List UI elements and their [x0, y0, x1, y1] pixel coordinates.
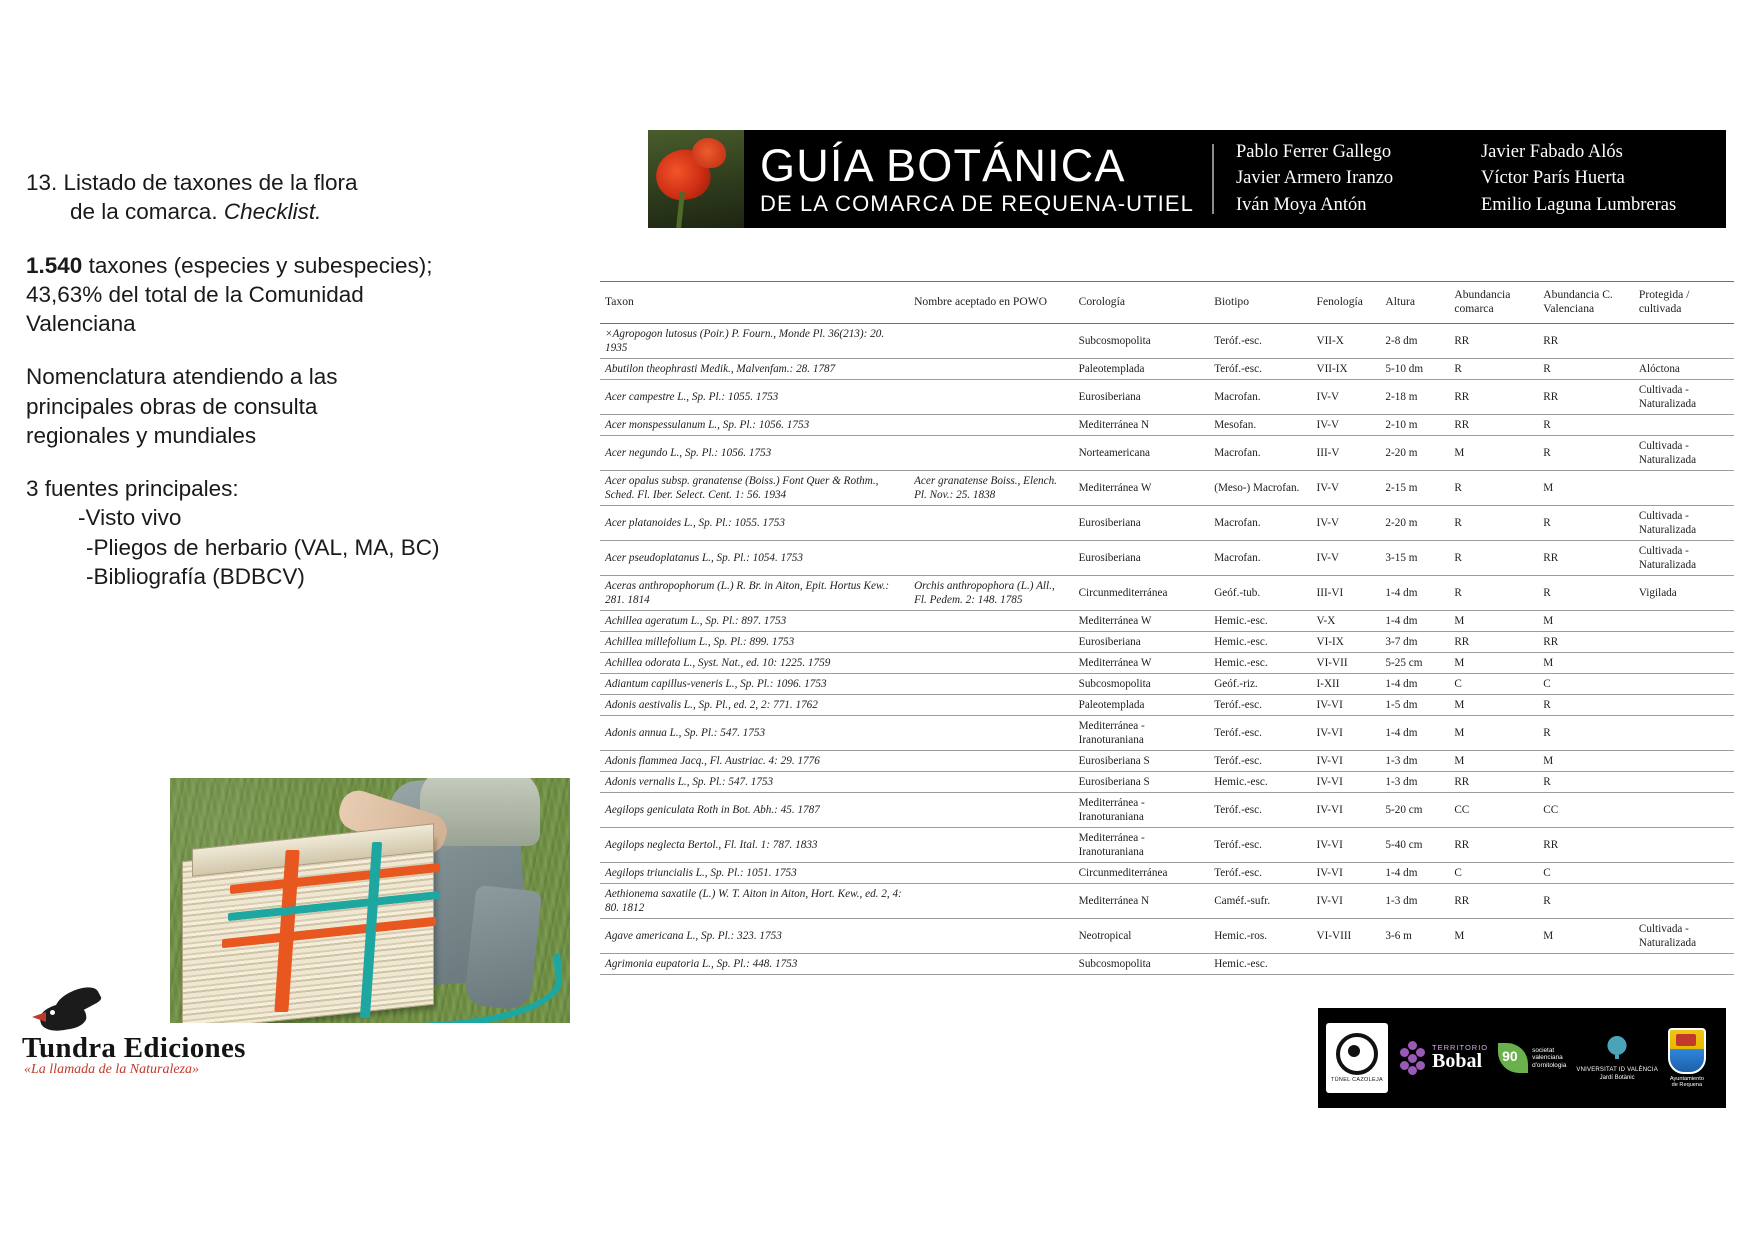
cell-fenologia: III-VI — [1312, 575, 1381, 610]
cell-protegida — [1634, 771, 1734, 792]
cell-abundancia-comarca — [1449, 953, 1538, 974]
taxon-region-line: Valenciana — [26, 311, 136, 336]
table-row — [600, 918, 1734, 953]
sco-line-2: valenciana — [1532, 1054, 1563, 1062]
column-header-abundancia-cv: Abundancia C. Valenciana — [1538, 282, 1634, 324]
table-row — [600, 470, 1734, 505]
nomenclature-line-2: principales obras de consulta — [26, 393, 318, 419]
tunnel-icon — [1336, 1033, 1378, 1075]
cell-taxon: Adonis annua L., Sp. Pl.: 547. 1753 — [600, 715, 909, 750]
cell-biotipo: Geóf.-riz. — [1209, 673, 1311, 694]
cell-powo — [909, 918, 1074, 953]
cell-taxon: Acer monspessulanum L., Sp. Pl.: 1056. 1753 — [600, 414, 909, 435]
cell-corologia: Mediterránea -Iranoturaniana — [1074, 792, 1210, 827]
requena-line-1: Ayuntamiento — [1669, 1075, 1704, 1082]
cell-taxon: Acer opalus subsp. granatense (Boiss.) Font Quer & Rothm., Sched. Fl. Iber. Select. Cent. 1: 56. 1934 — [600, 470, 909, 505]
cell-altura: 5-25 cm — [1380, 652, 1449, 673]
column-header-protegida: Protegida / cultivada — [1634, 282, 1734, 324]
cell-fenologia: VI-VII — [1312, 652, 1381, 673]
table-row — [600, 414, 1734, 435]
cell-altura: 1-4 dm — [1380, 673, 1449, 694]
cell-fenologia — [1312, 953, 1381, 974]
uv-line-1: VNIVERSITAT ID VALÈNCIA — [1576, 1067, 1658, 1073]
cell-protegida — [1634, 694, 1734, 715]
cell-powo — [909, 827, 1074, 862]
cell-abundancia-comarca: M — [1449, 435, 1538, 470]
cell-abundancia-cv: R — [1538, 435, 1634, 470]
table-header-row — [600, 282, 1734, 324]
cell-abundancia-cv: RR — [1538, 827, 1634, 862]
cell-altura: 3-15 m — [1380, 540, 1449, 575]
cell-powo — [909, 631, 1074, 652]
column-header-corologia: Corología — [1074, 282, 1210, 324]
cell-powo — [909, 652, 1074, 673]
cell-abundancia-comarca: R — [1449, 505, 1538, 540]
column-header-altura: Altura — [1380, 282, 1449, 324]
cell-biotipo: Teróf.-esc. — [1209, 323, 1311, 358]
table-row — [600, 575, 1734, 610]
cell-fenologia: IV-VI — [1312, 862, 1381, 883]
cell-biotipo: Hemic.-esc. — [1209, 953, 1311, 974]
grapes-icon — [1398, 1041, 1428, 1075]
column-header-taxon: Taxon — [600, 282, 909, 324]
cell-altura: 1-4 dm — [1380, 715, 1449, 750]
cell-abundancia-cv: R — [1538, 694, 1634, 715]
cell-corologia: Mediterránea -Iranoturaniana — [1074, 827, 1210, 862]
cell-abundancia-cv: R — [1538, 505, 1634, 540]
cell-altura: 1-5 dm — [1380, 694, 1449, 715]
cell-fenologia: IV-V — [1312, 505, 1381, 540]
cell-abundancia-comarca: C — [1449, 673, 1538, 694]
cell-abundancia-comarca: RR — [1449, 827, 1538, 862]
heading-line-2-text: de la comarca. — [70, 199, 218, 225]
cell-biotipo: Hemic.-esc. — [1209, 631, 1311, 652]
cell-biotipo: Mesofan. — [1209, 414, 1311, 435]
cell-altura: 1-4 dm — [1380, 575, 1449, 610]
cell-protegida — [1634, 652, 1734, 673]
sco-line-3: d'ornitologia — [1532, 1061, 1567, 1069]
cell-taxon: Adonis aestivalis L., Sp. Pl., ed. 2, 2: 771. 1762 — [600, 694, 909, 715]
cell-protegida — [1634, 673, 1734, 694]
cell-protegida — [1634, 792, 1734, 827]
author-name: Emilio Laguna Lumbreras — [1480, 194, 1677, 215]
cell-abundancia-comarca: M — [1449, 652, 1538, 673]
cell-altura: 5-40 cm — [1380, 827, 1449, 862]
sponsor-territorio-bobal — [1398, 1019, 1488, 1097]
tree-icon — [1604, 1035, 1630, 1065]
cell-biotipo: Macrofan. — [1209, 505, 1311, 540]
cell-corologia: Paleotemplada — [1074, 358, 1210, 379]
cell-biotipo: Macrofan. — [1209, 379, 1311, 414]
cell-protegida: Vigilada — [1634, 575, 1734, 610]
cell-altura: 2-10 m — [1380, 414, 1449, 435]
cell-altura: 2-20 m — [1380, 505, 1449, 540]
cell-taxon: Agrimonia eupatoria L., Sp. Pl.: 448. 1753 — [600, 953, 909, 974]
table-row — [600, 323, 1734, 358]
publisher-name: Tundra Ediciones — [22, 1032, 246, 1064]
cell-abundancia-comarca: M — [1449, 694, 1538, 715]
cell-abundancia-cv: CC — [1538, 792, 1634, 827]
cell-corologia: Norteamericana — [1074, 435, 1210, 470]
cell-corologia: Eurosiberiana — [1074, 631, 1210, 652]
column-header-abundancia-comarca: Abundancia comarca — [1449, 282, 1538, 324]
cell-protegida — [1634, 883, 1734, 918]
cell-altura: 1-4 dm — [1380, 862, 1449, 883]
cell-fenologia: IV-VI — [1312, 771, 1381, 792]
cell-abundancia-comarca: R — [1449, 540, 1538, 575]
cell-taxon: Adonis vernalis L., Sp. Pl.: 547. 1753 — [600, 771, 909, 792]
shield-icon — [1668, 1028, 1706, 1074]
cell-abundancia-comarca: M — [1449, 750, 1538, 771]
cell-altura: 3-6 m — [1380, 918, 1449, 953]
cell-powo — [909, 694, 1074, 715]
cell-altura: 5-20 cm — [1380, 792, 1449, 827]
cell-biotipo: Teróf.-esc. — [1209, 694, 1311, 715]
tunnel-label: TÚNEL CAZOLEJA — [1331, 1077, 1383, 1083]
cell-abundancia-cv: R — [1538, 414, 1634, 435]
cell-abundancia-cv: R — [1538, 715, 1634, 750]
nomenclature-line-1: Nomenclatura atendiendo a las — [26, 364, 338, 390]
cell-abundancia-comarca: C — [1449, 862, 1538, 883]
cell-corologia: Paleotemplada — [1074, 694, 1210, 715]
cell-taxon: Achillea millefolium L., Sp. Pl.: 899. 1753 — [600, 631, 909, 652]
cell-powo — [909, 673, 1074, 694]
cell-protegida — [1634, 715, 1734, 750]
source-item-live: -Visto vivo — [78, 505, 182, 531]
cell-altura: 2-20 m — [1380, 435, 1449, 470]
cell-altura: 2-8 dm — [1380, 323, 1449, 358]
cell-protegida: Cultivada -Naturalizada — [1634, 540, 1734, 575]
column-header-biotipo: Biotipo — [1209, 282, 1311, 324]
cell-corologia: Eurosiberiana — [1074, 379, 1210, 414]
cell-abundancia-comarca: R — [1449, 470, 1538, 505]
poppy-photo — [648, 130, 744, 228]
sponsor-universitat-valencia — [1576, 1019, 1658, 1097]
cell-fenologia: IV-VI — [1312, 827, 1381, 862]
cell-abundancia-cv: R — [1538, 575, 1634, 610]
cell-powo — [909, 610, 1074, 631]
cell-corologia: Subcosmopolita — [1074, 673, 1210, 694]
cell-abundancia-cv: M — [1538, 918, 1634, 953]
source-item-herbarium: -Pliegos de herbario (VAL, MA, BC) — [86, 534, 440, 560]
author-name: Víctor París Huerta — [1480, 168, 1625, 189]
cell-taxon: Adonis flammea Jacq., Fl. Austriac. 4: 29. 1776 — [600, 750, 909, 771]
cell-altura: 2-18 m — [1380, 379, 1449, 414]
table-row — [600, 610, 1734, 631]
sponsor-societat-valenciana-ornitologia — [1498, 1019, 1566, 1097]
cell-fenologia: IV-VI — [1312, 715, 1381, 750]
nomenclature-line-3: regionales y mundiales — [26, 422, 257, 448]
book-title-block — [744, 130, 1212, 228]
cell-biotipo: Caméf.-sufr. — [1209, 883, 1311, 918]
table-row — [600, 540, 1734, 575]
leaf-90-icon — [1498, 1043, 1528, 1073]
cell-abundancia-cv: C — [1538, 673, 1634, 694]
cell-abundancia-cv: M — [1538, 652, 1634, 673]
cell-corologia: Subcosmopolita — [1074, 953, 1210, 974]
cell-biotipo: Teróf.-esc. — [1209, 862, 1311, 883]
cell-abundancia-cv: R — [1538, 883, 1634, 918]
cell-fenologia: VII-IX — [1312, 358, 1381, 379]
cell-biotipo: Teróf.-esc. — [1209, 792, 1311, 827]
cell-biotipo: Teróf.-esc. — [1209, 827, 1311, 862]
cell-fenologia: VI-IX — [1312, 631, 1381, 652]
cell-abundancia-cv: M — [1538, 610, 1634, 631]
cell-protegida — [1634, 750, 1734, 771]
cell-protegida: Alóctona — [1634, 358, 1734, 379]
cell-corologia: Mediterránea W — [1074, 610, 1210, 631]
cell-protegida — [1634, 323, 1734, 358]
left-text-column — [26, 168, 546, 591]
cell-powo — [909, 750, 1074, 771]
uv-line-2: Jardí Botànic — [1599, 1075, 1635, 1081]
cell-protegida: Cultivada -Naturalizada — [1634, 505, 1734, 540]
author-name: Pablo Ferrer Gallego — [1235, 142, 1392, 163]
cell-biotipo: Macrofan. — [1209, 540, 1311, 575]
sponsor-logos-bar — [1318, 1008, 1726, 1108]
cell-biotipo: Geóf.-tub. — [1209, 575, 1311, 610]
cell-abundancia-comarca: RR — [1449, 771, 1538, 792]
table-row — [600, 883, 1734, 918]
cell-abundancia-cv: R — [1538, 771, 1634, 792]
cell-taxon: Acer negundo L., Sp. Pl.: 1056. 1753 — [600, 435, 909, 470]
taxon-percent-line: 43,63% del total de la Comunidad — [26, 281, 364, 307]
cell-abundancia-comarca: RR — [1449, 323, 1538, 358]
cell-taxon: Aethionema saxatile (L.) W. T. Aiton in Aiton, Hort. Kew., ed. 2, 4: 80. 1812 — [600, 883, 909, 918]
cell-abundancia-cv: RR — [1538, 323, 1634, 358]
table-row — [600, 358, 1734, 379]
cell-powo — [909, 323, 1074, 358]
author-name: Javier Fabado Alós — [1480, 142, 1623, 163]
cell-biotipo: Hemic.-esc. — [1209, 610, 1311, 631]
cell-abundancia-cv: M — [1538, 470, 1634, 505]
cell-powo — [909, 435, 1074, 470]
cell-protegida — [1634, 610, 1734, 631]
cell-abundancia-comarca: RR — [1449, 883, 1538, 918]
cell-fenologia: IV-V — [1312, 379, 1381, 414]
cell-fenologia: IV-VI — [1312, 792, 1381, 827]
cell-powo — [909, 792, 1074, 827]
cell-biotipo: Teróf.-esc. — [1209, 715, 1311, 750]
cell-abundancia-cv — [1538, 953, 1634, 974]
table-row — [600, 505, 1734, 540]
cell-abundancia-cv: RR — [1538, 379, 1634, 414]
sco-line-1: societat — [1532, 1047, 1555, 1055]
cell-altura: 1-3 dm — [1380, 771, 1449, 792]
cell-corologia: Mediterránea N — [1074, 414, 1210, 435]
cell-taxon: Aegilops triuncialis L., Sp. Pl.: 1051. 1753 — [600, 862, 909, 883]
cell-biotipo: Teróf.-esc. — [1209, 358, 1311, 379]
cell-biotipo: Macrofan. — [1209, 435, 1311, 470]
cell-taxon: Acer platanoides L., Sp. Pl.: 1055. 1753 — [600, 505, 909, 540]
cell-powo: Orchis anthropophora (L.) All., Fl. Pedem. 2: 148. 1785 — [909, 575, 1074, 610]
cell-biotipo: Teróf.-esc. — [1209, 750, 1311, 771]
requena-line-2: de Requena — [1671, 1082, 1703, 1088]
table-row — [600, 715, 1734, 750]
table-row — [600, 862, 1734, 883]
cell-corologia: Mediterránea W — [1074, 652, 1210, 673]
cell-corologia: Eurosiberiana — [1074, 505, 1210, 540]
cell-protegida — [1634, 414, 1734, 435]
cell-abundancia-comarca: R — [1449, 358, 1538, 379]
book-title-subtitle: DE LA COMARCA DE REQUENA-UTIEL — [760, 191, 1194, 217]
cell-fenologia: VI-VIII — [1312, 918, 1381, 953]
author-name: Iván Moya Antón — [1235, 194, 1367, 215]
cell-altura: 1-3 dm — [1380, 750, 1449, 771]
cell-corologia: Mediterránea -Iranoturaniana — [1074, 715, 1210, 750]
cell-altura: 1-3 dm — [1380, 883, 1449, 918]
cell-biotipo: (Meso-) Macrofan. — [1209, 470, 1311, 505]
cell-protegida — [1634, 953, 1734, 974]
cell-corologia: Neotropical — [1074, 918, 1210, 953]
cell-protegida: Cultivada -Naturalizada — [1634, 379, 1734, 414]
cell-fenologia: IV-V — [1312, 540, 1381, 575]
cell-abundancia-comarca: RR — [1449, 379, 1538, 414]
cell-abundancia-cv: RR — [1538, 631, 1634, 652]
cell-fenologia: V-X — [1312, 610, 1381, 631]
sources-paragraph — [26, 474, 546, 591]
taxon-checklist-table — [600, 281, 1734, 975]
cell-altura: 3-7 dm — [1380, 631, 1449, 652]
cell-taxon: Aceras anthropophorum (L.) R. Br. in Aiton, Epit. Hortus Kew.: 281. 1814 — [600, 575, 909, 610]
cell-powo — [909, 862, 1074, 883]
cell-taxon: Abutilon theophrasti Medik., Malvenfam.: 28. 1787 — [600, 358, 909, 379]
table-row — [600, 435, 1734, 470]
poppy-flower-secondary-icon — [692, 138, 726, 168]
table-row — [600, 771, 1734, 792]
author-name: Javier Armero Iranzo — [1235, 168, 1394, 189]
table-row — [600, 953, 1734, 974]
slide-heading — [26, 168, 546, 227]
table-row — [600, 694, 1734, 715]
heading-line-1: 13. Listado de taxones de la flora — [26, 170, 358, 195]
cell-protegida — [1634, 827, 1734, 862]
cell-corologia: Subcosmopolita — [1074, 323, 1210, 358]
cell-fenologia: IV-V — [1312, 470, 1381, 505]
cell-powo — [909, 358, 1074, 379]
cell-fenologia: I-XII — [1312, 673, 1381, 694]
table-row — [600, 631, 1734, 652]
table-row — [600, 792, 1734, 827]
table-row — [600, 827, 1734, 862]
cell-abundancia-comarca: RR — [1449, 414, 1538, 435]
cell-taxon: Acer pseudoplatanus L., Sp. Pl.: 1054. 1753 — [600, 540, 909, 575]
cell-powo — [909, 540, 1074, 575]
cell-protegida — [1634, 470, 1734, 505]
cell-corologia: Eurosiberiana S — [1074, 771, 1210, 792]
cell-altura: 1-4 dm — [1380, 610, 1449, 631]
cell-taxon: Aegilops geniculata Roth in Bot. Abh.: 45. 1787 — [600, 792, 909, 827]
nomenclature-paragraph — [26, 362, 546, 450]
cell-powo — [909, 379, 1074, 414]
bobal-label-small: TERRITORIO — [1432, 1042, 1489, 1052]
sponsor-tunel-cazoleja — [1326, 1019, 1388, 1097]
column-header-fenologia: Fenología — [1312, 282, 1381, 324]
cell-protegida — [1634, 631, 1734, 652]
cell-biotipo: Hemic.-esc. — [1209, 652, 1311, 673]
cell-taxon: Adiantum capillus-veneris L., Sp. Pl.: 1096. 1753 — [600, 673, 909, 694]
cell-powo — [909, 505, 1074, 540]
cell-powo — [909, 771, 1074, 792]
table-row — [600, 673, 1734, 694]
cell-taxon: ×Agropogon lutosus (Poir.) P. Fourn., Monde Pl. 36(213): 20. 1935 — [600, 323, 909, 358]
taxon-count-paragraph — [26, 251, 546, 339]
table-row — [600, 750, 1734, 771]
heading-checklist-italic: Checklist. — [223, 199, 322, 225]
book-title-main: GUÍA BOTÁNICA — [760, 140, 1126, 192]
publisher-tagline: «La llamada de la Naturaleza» — [24, 1062, 200, 1077]
heading-line-2 — [26, 197, 546, 226]
cell-powo — [909, 414, 1074, 435]
cell-altura — [1380, 953, 1449, 974]
cell-abundancia-cv: R — [1538, 358, 1634, 379]
cell-altura: 2-15 m — [1380, 470, 1449, 505]
cell-altura: 5-10 dm — [1380, 358, 1449, 379]
taxon-count-value: 1.540 — [26, 252, 83, 278]
cell-protegida: Cultivada -Naturalizada — [1634, 918, 1734, 953]
sources-title: 3 fuentes principales: — [26, 476, 239, 501]
cell-fenologia: IV-VI — [1312, 883, 1381, 918]
herbarium-photo — [170, 778, 570, 1023]
cell-biotipo: Hemic.-ros. — [1209, 918, 1311, 953]
cell-fenologia: IV-VI — [1312, 750, 1381, 771]
cell-protegida — [1634, 862, 1734, 883]
cell-taxon: Acer campestre L., Sp. Pl.: 1055. 1753 — [600, 379, 909, 414]
source-item-bibliography: -Bibliografía (BDBCV) — [86, 563, 305, 589]
cell-powo: Acer granatense Boiss., Elench. Pl. Nov.: 25. 1838 — [909, 470, 1074, 505]
publisher-logo — [22, 992, 267, 1078]
cell-abundancia-cv: C — [1538, 862, 1634, 883]
cell-abundancia-cv: M — [1538, 750, 1634, 771]
cell-abundancia-comarca: M — [1449, 610, 1538, 631]
cell-taxon: Achillea odorata L., Syst. Nat., ed. 10: 1225. 1759 — [600, 652, 909, 673]
book-cover-banner — [648, 130, 1726, 228]
table-row — [600, 379, 1734, 414]
cell-corologia: Circunmediterránea — [1074, 862, 1210, 883]
cell-abundancia-comarca: R — [1449, 575, 1538, 610]
cell-fenologia: VII-X — [1312, 323, 1381, 358]
cell-abundancia-comarca: M — [1449, 918, 1538, 953]
cell-protegida: Cultivada -Naturalizada — [1634, 435, 1734, 470]
book-authors-list — [1214, 130, 1726, 228]
cell-taxon: Aegilops neglecta Bertol., Fl. Ital. 1: 787. 1833 — [600, 827, 909, 862]
cell-fenologia: IV-V — [1312, 414, 1381, 435]
cell-corologia: Circunmediterránea — [1074, 575, 1210, 610]
cell-abundancia-comarca: CC — [1449, 792, 1538, 827]
sponsor-ayuntamiento-requena — [1668, 1019, 1706, 1097]
table-row — [600, 652, 1734, 673]
column-header-powo: Nombre aceptado en POWO — [909, 282, 1074, 324]
cell-corologia: Eurosiberiana S — [1074, 750, 1210, 771]
cell-corologia: Mediterránea W — [1074, 470, 1210, 505]
cell-taxon: Achillea ageratum L., Sp. Pl.: 897. 1753 — [600, 610, 909, 631]
cell-fenologia: IV-VI — [1312, 694, 1381, 715]
cell-biotipo: Hemic.-esc. — [1209, 771, 1311, 792]
cell-powo — [909, 715, 1074, 750]
cell-abundancia-cv: RR — [1538, 540, 1634, 575]
cell-fenologia: III-V — [1312, 435, 1381, 470]
cell-powo — [909, 953, 1074, 974]
taxon-count-text: taxones (especies y subespecies); — [82, 252, 433, 278]
cell-corologia: Eurosiberiana — [1074, 540, 1210, 575]
cell-powo — [909, 883, 1074, 918]
cell-abundancia-comarca: RR — [1449, 631, 1538, 652]
bobal-label: Bobal — [1432, 1050, 1483, 1073]
cell-corologia: Mediterránea N — [1074, 883, 1210, 918]
cell-taxon: Agave americana L., Sp. Pl.: 323. 1753 — [600, 918, 909, 953]
cell-abundancia-comarca: M — [1449, 715, 1538, 750]
